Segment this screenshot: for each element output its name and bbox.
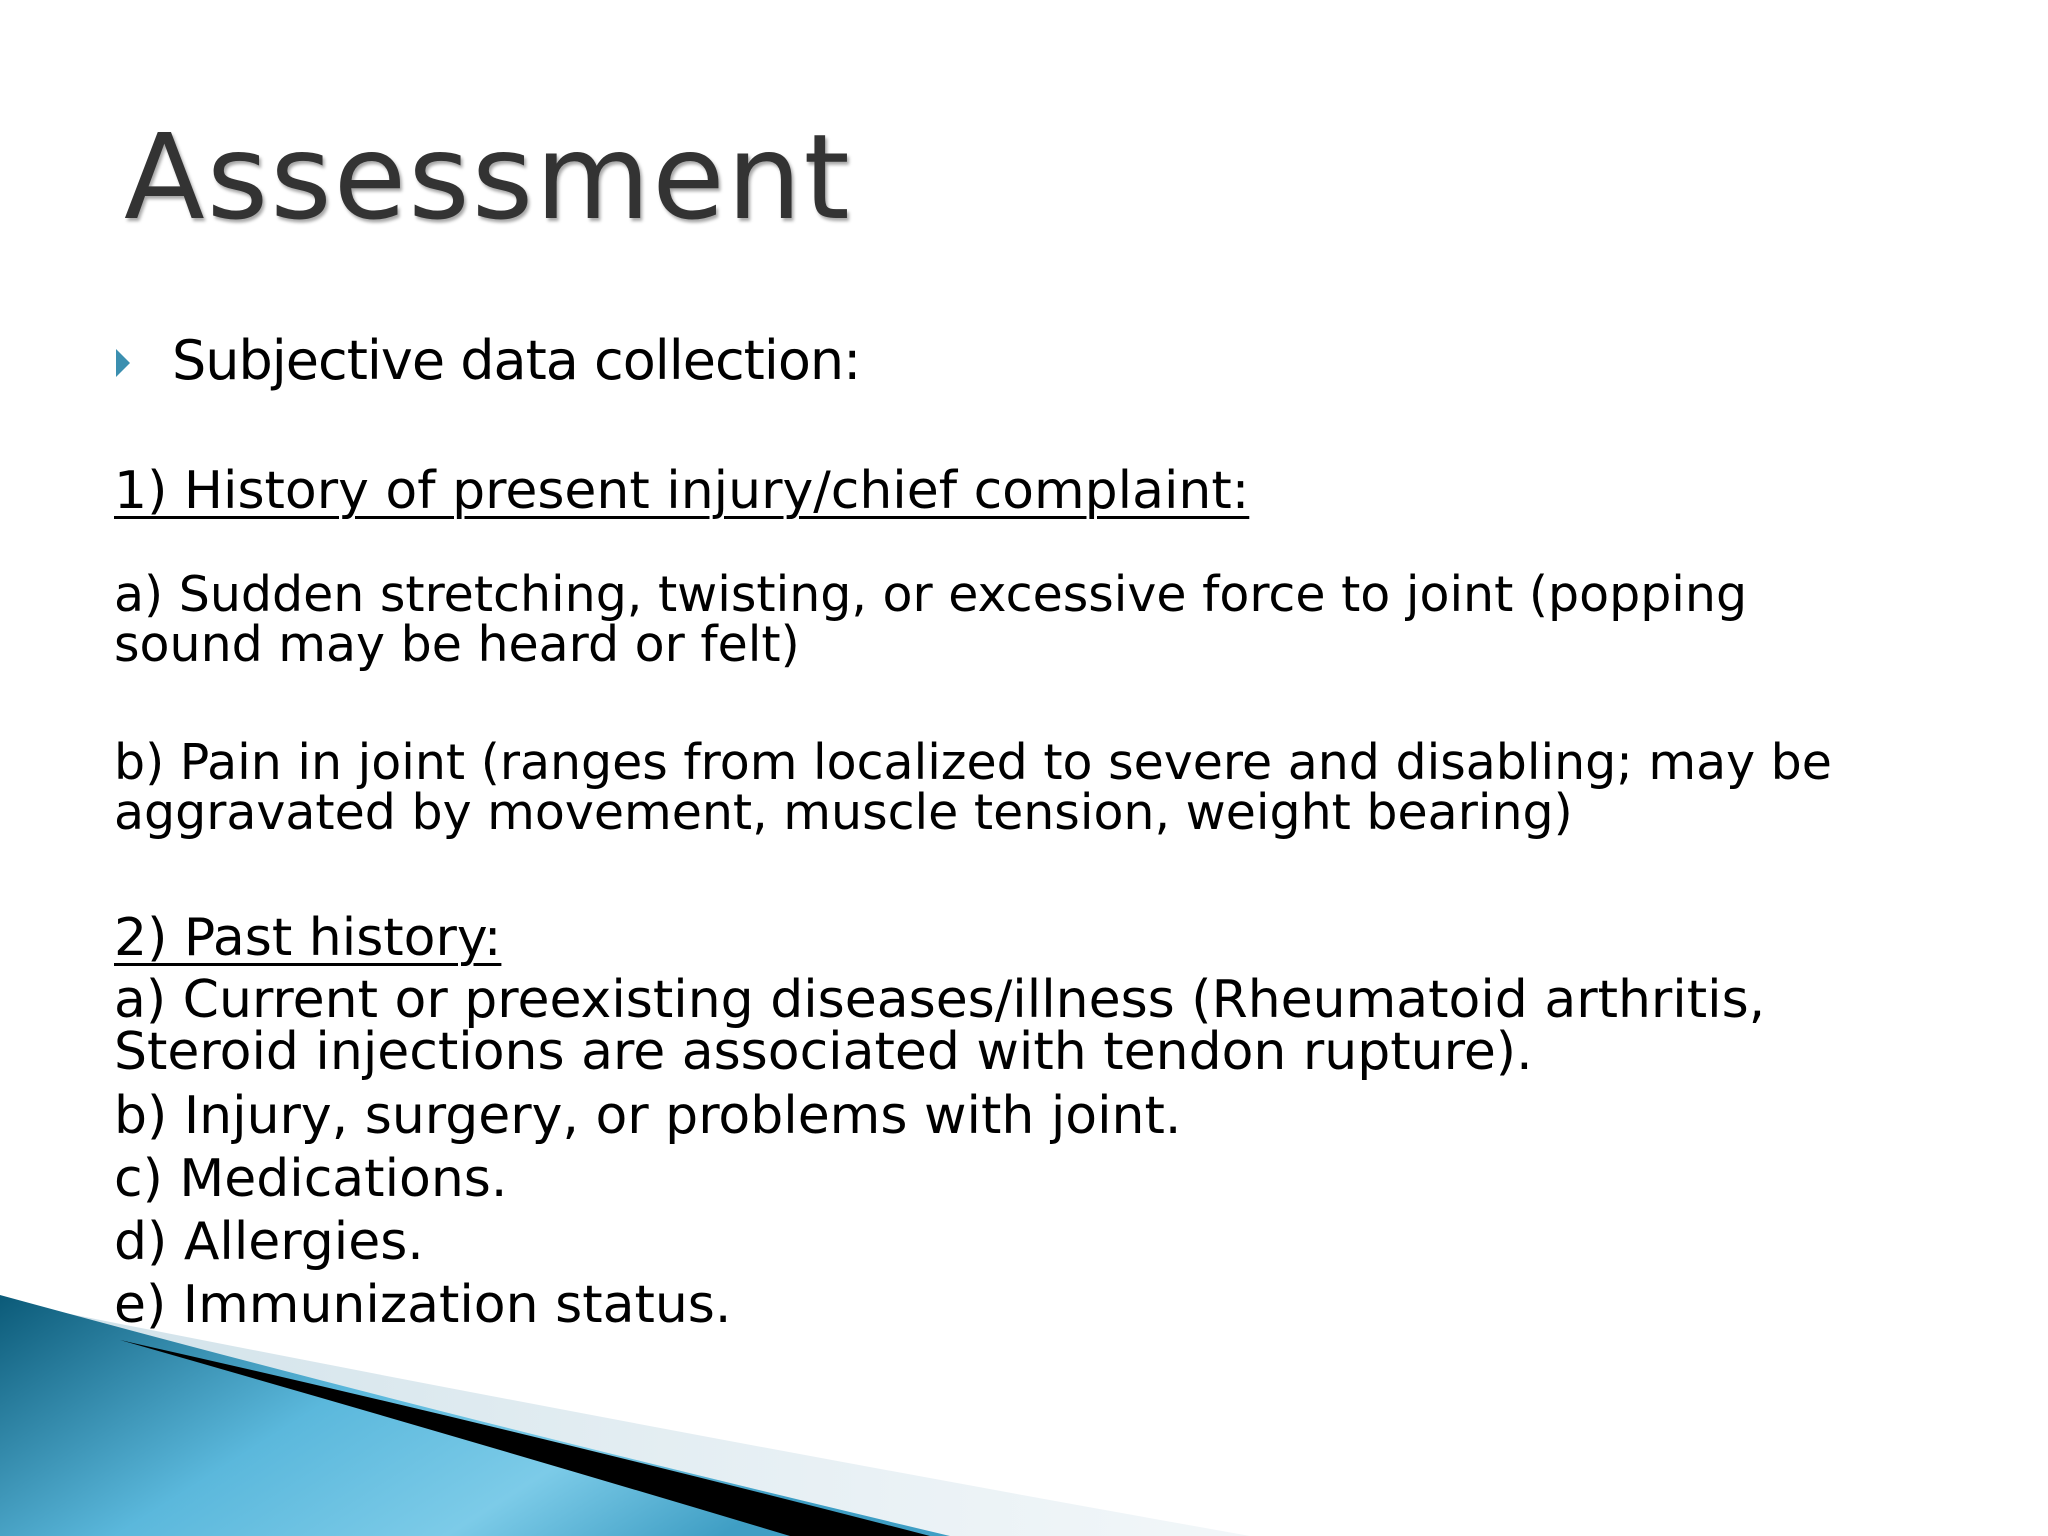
section1-heading: 1) History of present injury/chief complaint: bbox=[114, 461, 1250, 521]
section2-item-a bbox=[114, 970, 1766, 1082]
section2-item-d: d) Allergies. bbox=[114, 1212, 424, 1272]
section1-item-b bbox=[114, 734, 1832, 841]
section2-item-e: e) Immunization status. bbox=[114, 1275, 732, 1335]
bullet-label: Subjective data collection: bbox=[172, 329, 861, 392]
section1-item-b-line2: aggravated by movement, muscle tension, weight bearing) bbox=[114, 784, 1573, 841]
section2-heading: 2) Past history: bbox=[114, 908, 502, 968]
section1-item-a bbox=[114, 566, 1748, 673]
section1-item-a-line2: sound may be heard or felt) bbox=[114, 616, 800, 673]
section1-item-b-line1: b) Pain in joint (ranges from localized to severe and disabling; may be bbox=[114, 734, 1832, 791]
section2-item-c: c) Medications. bbox=[114, 1149, 508, 1209]
section2-item-b: b) Injury, surgery, or problems with joint. bbox=[114, 1086, 1182, 1146]
section1-item-a-line1: a) Sudden stretching, twisting, or excessive force to joint (popping bbox=[114, 566, 1748, 623]
triangle-bullet-icon bbox=[116, 349, 130, 377]
slide-title: Assessment bbox=[124, 108, 852, 246]
bullet-subjective bbox=[116, 329, 861, 392]
section2-item-a-line1: a) Current or preexisting diseases/illness (Rheumatoid arthritis, bbox=[114, 970, 1766, 1030]
section2-item-a-line2: Steroid injections are associated with tendon rupture). bbox=[114, 1022, 1533, 1082]
